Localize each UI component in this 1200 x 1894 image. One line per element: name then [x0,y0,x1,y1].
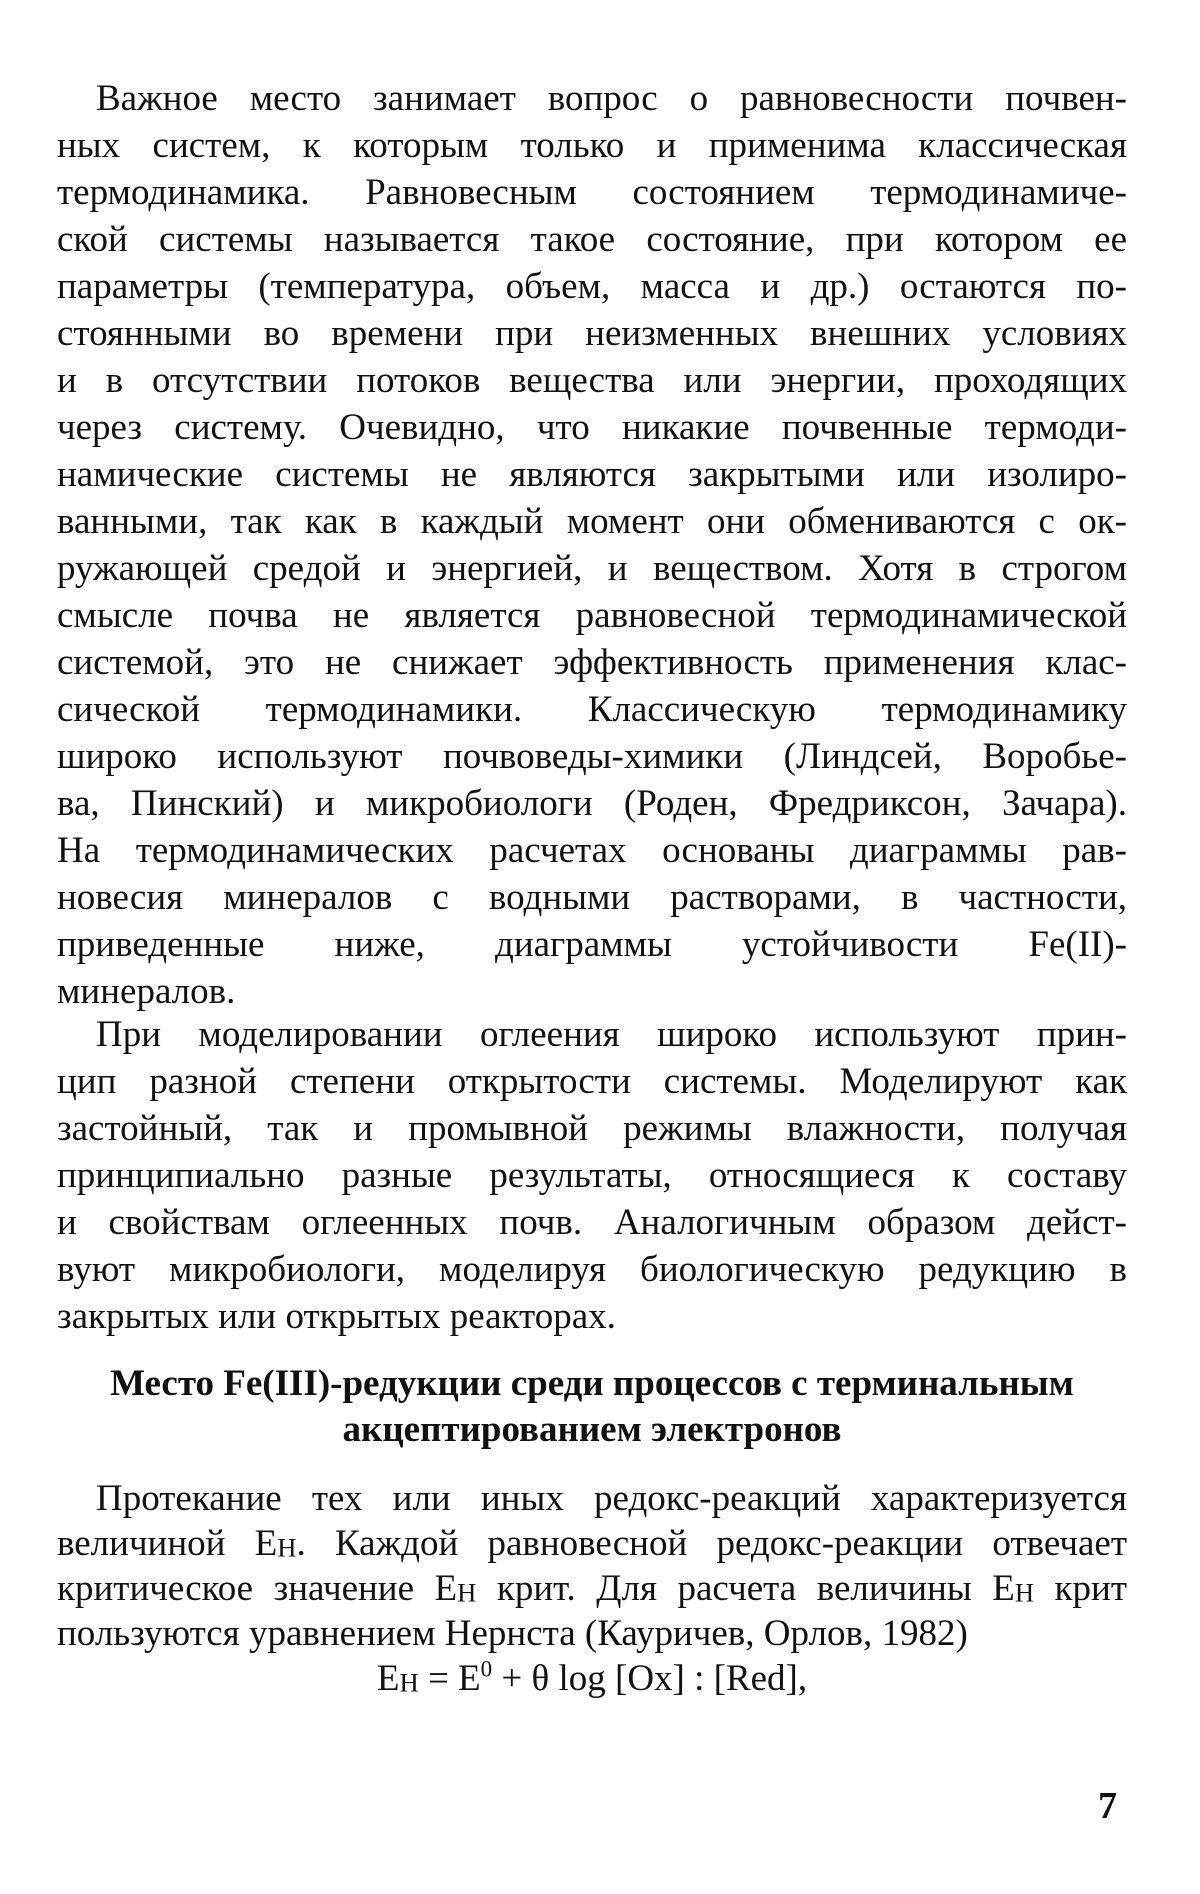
text-line: пользуются уравнением Нернста (Кауричев, Орлов, 1982) [57,1613,968,1654]
text-line: ской системы называется такое состояние, при котором ее [57,219,1127,260]
text-line: закрытых или открытых реакторах. [57,1296,616,1337]
nernst-equation [57,1656,1127,1701]
paragraph-modeling [57,1011,1127,1340]
paragraph-equilibrium [57,75,1127,1015]
text-line: сической термодинамики. Классическую термодинамику [57,689,1127,730]
text-line: и свойствам оглеенных почв. Аналогичным образом дейст- [57,1202,1127,1243]
text-line: ных систем, к которым только и применима классическая [57,125,1127,166]
subscript: H [1014,1577,1035,1608]
text-line: системой, это не снижает эффективность применения клас- [57,642,1127,683]
equation-line [57,1656,1127,1701]
text-line: новесия минералов с водными растворами, в частности, [57,877,1127,918]
text-line: При моделировании оглеения широко используют прин- [96,1014,1127,1055]
text-line: параметры (температура, объем, масса и др.) остаются по- [57,266,1127,307]
text-line: и в отсутствии потоков вещества или энергии, проходящих [57,360,1127,401]
subscript: H [277,1532,297,1563]
text-segment: критическое значение E [57,1568,458,1609]
text-line [57,1566,1127,1611]
text-line: Место Fe(III)-редукции среди процессов с терминальным [110,1363,1074,1404]
text-line: стоянными во времени при неизменных внешних условиях [57,313,1127,354]
text-line: минералов. [57,971,236,1012]
text-line: приведенные ниже, диаграммы устойчивости Fe(II)- [57,924,1127,965]
text-segment: E [376,1658,400,1699]
text-segment: + θ log [Ox] : [Red], [492,1658,808,1699]
text-segment: величиной E [57,1523,278,1564]
text-segment: крит. Для расчета величины E [476,1568,1015,1609]
text-line: цип разной степени открытости системы. Моделируют как [57,1061,1127,1102]
text-line: акцептированием электронов [342,1409,842,1450]
text-line: ванными, так как в каждый момент они обмениваются с ок- [57,501,1127,542]
superscript: 0 [480,1656,493,1682]
text-segment: . Каждой равновесной редокс-реакции отвечает [296,1523,1127,1564]
section-heading [57,1361,1127,1453]
subscript: H [399,1667,419,1698]
text-line: намические системы не являются закрытыми или изолиро- [57,454,1127,495]
text-line: застойный, так и промывной режимы влажности, получая [57,1108,1127,1149]
text-segment: = E [418,1658,481,1699]
text-line: термодинамика. Равновесным состоянием термодинамиче- [57,172,1127,213]
subscript: H [457,1577,477,1608]
text-line: ва, Пинский) и микробиологи (Роден, Фредриксон, Зачара). [57,783,1127,824]
text-line: принципиально разные результаты, относящиеся к составу [57,1155,1127,1196]
page-number: 7 [1098,1785,1117,1827]
text-line: смысле почва не является равновесной термодинамической [57,595,1127,636]
text-line: вуют микробиологи, моделируя биологическую редукцию в [57,1249,1127,1290]
text-line [57,1521,1127,1566]
text-line: Важное место занимает вопрос о равновесности почвен- [96,78,1127,119]
text-line: Протекание тех или иных редокс-реакций характеризуется [96,1478,1127,1519]
paragraph-redox [57,1476,1127,1656]
text-line: широко используют почвоведы-химики (Линдсей, Воробье- [57,736,1127,777]
text-segment: крит [1034,1568,1127,1609]
text-line: ружающей средой и энергией, и веществом. Хотя в строгом [57,548,1127,589]
text-line: через систему. Очевидно, что никакие почвенные термоди- [57,407,1127,448]
text-line: На термодинамических расчетах основаны диаграммы рав- [57,830,1127,871]
